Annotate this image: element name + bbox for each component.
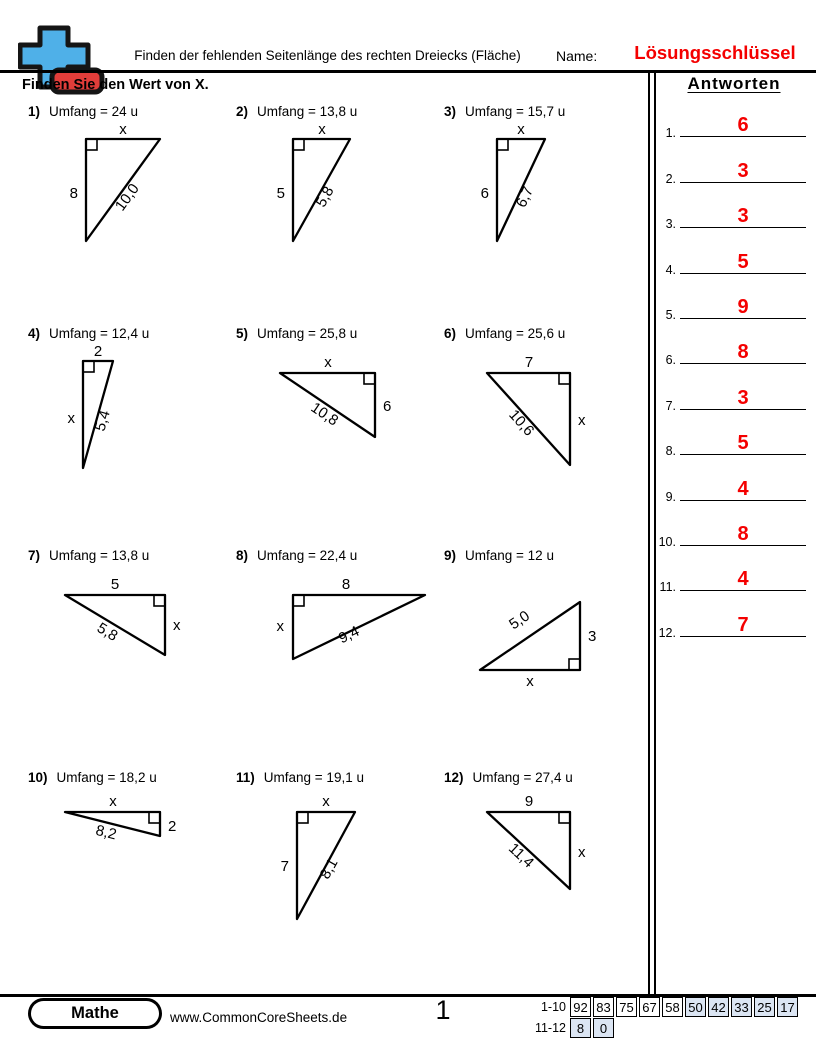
answer-number: 8. bbox=[665, 444, 676, 459]
problem-6 bbox=[444, 322, 648, 544]
hypotenuse-label: 6,7 bbox=[512, 184, 538, 211]
right-angle-marker bbox=[559, 812, 570, 823]
hypotenuse-label: 10,0 bbox=[111, 180, 143, 215]
right-angle-marker bbox=[569, 659, 580, 670]
side-label-left: x bbox=[67, 410, 75, 427]
problem-statement: Umfang = 13,8 u bbox=[49, 548, 150, 563]
side-label-right: x bbox=[578, 412, 586, 429]
problem-number: 12) bbox=[444, 770, 464, 785]
score-row bbox=[528, 1018, 798, 1038]
problem-statement: Umfang = 18,2 u bbox=[56, 770, 157, 785]
side-label-left: 5 bbox=[276, 185, 285, 202]
problem-11 bbox=[236, 766, 444, 988]
answer-blank-line bbox=[680, 615, 806, 637]
header-divider bbox=[0, 70, 816, 73]
problem-8 bbox=[236, 544, 444, 766]
triangle-shape bbox=[480, 602, 580, 670]
problem-number: 8) bbox=[236, 548, 249, 563]
problem-statement: Umfang = 25,8 u bbox=[257, 326, 358, 341]
subject-badge-label: Mathe bbox=[31, 1001, 159, 1026]
answer-number: 5. bbox=[665, 307, 676, 322]
right-angle-marker bbox=[154, 595, 165, 606]
score-cell: 42 bbox=[708, 997, 729, 1017]
problem-statement: Umfang = 13,8 u bbox=[257, 104, 358, 119]
website-text: www.CommonCoreSheets.de bbox=[170, 1010, 348, 1025]
answer-blank-line bbox=[680, 115, 806, 137]
problem-statement: Umfang = 12 u bbox=[465, 548, 554, 563]
right-triangle-figure bbox=[28, 789, 228, 939]
problem-1 bbox=[28, 100, 236, 322]
hypotenuse-label: 9,4 bbox=[335, 622, 363, 648]
hypotenuse-label: 11,4 bbox=[504, 839, 538, 872]
score-cell: 50 bbox=[685, 997, 706, 1017]
right-triangle-figure bbox=[236, 567, 436, 717]
problem-statement: Umfang = 27,4 u bbox=[472, 770, 573, 785]
answer-item bbox=[652, 236, 816, 281]
answer-item bbox=[652, 554, 816, 599]
answer-item bbox=[652, 282, 816, 327]
right-triangle-figure bbox=[28, 123, 228, 273]
answer-blank-line bbox=[680, 297, 806, 319]
answer-item bbox=[652, 100, 816, 145]
right-angle-marker bbox=[293, 595, 304, 606]
side-label-left: x bbox=[276, 618, 284, 635]
instruction-text: Finden Sie den Wert von X. bbox=[22, 77, 209, 93]
score-row bbox=[528, 997, 798, 1017]
problem-5 bbox=[236, 322, 444, 544]
score-cell: 17 bbox=[777, 997, 798, 1017]
side-label-left: 6 bbox=[480, 185, 489, 202]
triangle-shape bbox=[65, 595, 165, 655]
hypotenuse-label: 10,8 bbox=[307, 399, 342, 430]
answer-item bbox=[652, 509, 816, 554]
side-label-right: 6 bbox=[383, 398, 392, 415]
right-angle-marker bbox=[364, 373, 375, 384]
page-number: 1 bbox=[435, 995, 451, 1025]
score-cell: 8 bbox=[570, 1018, 591, 1038]
answer-value: 5 bbox=[737, 432, 749, 455]
problem-number: 3) bbox=[444, 104, 457, 119]
problem-number: 4) bbox=[28, 326, 41, 341]
problem-number: 2) bbox=[236, 104, 249, 119]
answer-blank-line bbox=[680, 252, 806, 274]
score-cell: 83 bbox=[593, 997, 614, 1017]
right-angle-marker bbox=[149, 812, 160, 823]
answer-value: 3 bbox=[737, 205, 749, 228]
problem-7 bbox=[28, 544, 236, 766]
answer-item bbox=[652, 327, 816, 372]
answer-blank-line bbox=[680, 433, 806, 455]
answer-blank-line bbox=[680, 388, 806, 410]
answer-number: 1. bbox=[665, 126, 676, 141]
answer-blank-line bbox=[680, 524, 806, 546]
problem-number: 7) bbox=[28, 548, 41, 563]
score-row-label: 11-12 bbox=[534, 1021, 566, 1035]
score-cell: 58 bbox=[662, 997, 683, 1017]
answer-item bbox=[652, 599, 816, 644]
right-triangle-figure bbox=[444, 567, 644, 717]
side-label-top: x bbox=[119, 121, 127, 138]
answer-blank-line bbox=[680, 569, 806, 591]
problem-9 bbox=[444, 544, 648, 766]
answer-number: 11. bbox=[659, 580, 676, 595]
hypotenuse-label: 8,1 bbox=[316, 855, 342, 883]
problem-4 bbox=[28, 322, 236, 544]
side-label-top: x bbox=[322, 793, 330, 810]
problem-statement: Umfang = 12,4 u bbox=[49, 326, 150, 341]
right-angle-marker bbox=[83, 361, 94, 372]
answer-value: 9 bbox=[737, 295, 749, 318]
answer-number: 3. bbox=[665, 217, 676, 232]
right-angle-marker bbox=[297, 812, 308, 823]
side-label-top: 8 bbox=[341, 576, 351, 593]
answer-value: 3 bbox=[737, 386, 749, 409]
answer-blank-line bbox=[680, 479, 806, 501]
answer-value: 8 bbox=[737, 341, 749, 364]
problem-number: 1) bbox=[28, 104, 41, 119]
problem-10 bbox=[28, 766, 236, 988]
score-row-label: 1-10 bbox=[540, 1000, 566, 1014]
side-label-right: x bbox=[173, 617, 181, 634]
side-label-right: 3 bbox=[588, 628, 597, 645]
problem-number: 11) bbox=[236, 770, 255, 785]
worksheet-title: Finden der fehlenden Seitenlänge des rechten Dreiecks (Fläche) bbox=[134, 48, 521, 63]
side-label-top: x bbox=[517, 121, 525, 138]
answer-number: 6. bbox=[665, 353, 676, 368]
answer-blank-line bbox=[680, 342, 806, 364]
right-triangle-figure bbox=[236, 789, 436, 939]
problem-2 bbox=[236, 100, 444, 322]
right-angle-marker bbox=[497, 139, 508, 150]
side-label-left: 8 bbox=[69, 185, 78, 202]
answer-number: 7. bbox=[665, 398, 676, 413]
problem-statement: Umfang = 19,1 u bbox=[263, 770, 364, 785]
problem-number: 10) bbox=[28, 770, 48, 785]
side-label-top: x bbox=[318, 121, 326, 138]
answers-panel bbox=[652, 74, 816, 645]
score-cell: 92 bbox=[570, 997, 591, 1017]
answer-value: 4 bbox=[737, 477, 749, 500]
score-cell: 75 bbox=[616, 997, 637, 1017]
hypotenuse-label: 10,6 bbox=[505, 406, 538, 440]
right-angle-marker bbox=[559, 373, 570, 384]
answer-number: 4. bbox=[665, 262, 676, 277]
side-label-top: 9 bbox=[524, 793, 534, 810]
problem-number: 9) bbox=[444, 548, 457, 563]
hypotenuse-label: 5,8 bbox=[93, 619, 121, 645]
answer-item bbox=[652, 191, 816, 236]
answer-value: 4 bbox=[737, 568, 749, 591]
right-angle-marker bbox=[86, 139, 97, 150]
right-triangle-figure bbox=[444, 123, 644, 273]
right-angle-marker bbox=[293, 139, 304, 150]
side-label-bottom: x bbox=[526, 673, 534, 690]
problem-3 bbox=[444, 100, 648, 322]
answer-value: 5 bbox=[737, 250, 749, 273]
problems-grid bbox=[28, 100, 648, 988]
problem-statement: Umfang = 24 u bbox=[49, 104, 138, 119]
right-triangle-figure bbox=[28, 345, 228, 495]
answer-item bbox=[652, 145, 816, 190]
problem-statement: Umfang = 22,4 u bbox=[257, 548, 358, 563]
subject-badge bbox=[28, 998, 162, 1029]
answer-number: 12. bbox=[658, 625, 676, 640]
answer-value: 7 bbox=[737, 613, 749, 636]
triangle-shape bbox=[293, 595, 425, 659]
right-triangle-figure bbox=[236, 345, 436, 495]
side-label-top: x bbox=[324, 354, 332, 371]
side-label-top: 5 bbox=[110, 576, 120, 593]
answers-list bbox=[652, 100, 816, 645]
hypotenuse-label: 5,0 bbox=[506, 607, 533, 634]
answer-number: 2. bbox=[665, 171, 676, 186]
answer-value: 3 bbox=[737, 159, 749, 182]
score-cell: 33 bbox=[731, 997, 752, 1017]
right-triangle-figure bbox=[444, 789, 644, 939]
right-triangle-figure bbox=[236, 123, 436, 273]
answers-title: Antworten bbox=[687, 74, 781, 93]
name-label: Name: bbox=[556, 48, 598, 64]
answer-item bbox=[652, 372, 816, 417]
problem-statement: Umfang = 25,6 u bbox=[465, 326, 566, 341]
problem-number: 6) bbox=[444, 326, 457, 341]
side-label-right: 2 bbox=[168, 818, 177, 835]
problem-statement: Umfang = 15,7 u bbox=[465, 104, 566, 119]
answer-item bbox=[652, 418, 816, 463]
score-cell: 25 bbox=[754, 997, 775, 1017]
hypotenuse-label: 5,8 bbox=[312, 183, 338, 211]
answer-blank-line bbox=[680, 206, 806, 228]
answer-item bbox=[652, 463, 816, 508]
problem-12 bbox=[444, 766, 648, 988]
right-triangle-figure bbox=[444, 345, 644, 495]
problem-number: 5) bbox=[236, 326, 249, 341]
score-cell: 67 bbox=[639, 997, 660, 1017]
hypotenuse-label: 8,2 bbox=[93, 821, 119, 844]
side-label-top: x bbox=[109, 793, 117, 810]
score-table bbox=[528, 997, 798, 1039]
answer-value: 6 bbox=[737, 114, 749, 137]
side-label-top: 2 bbox=[93, 343, 103, 360]
answer-value: 8 bbox=[737, 522, 749, 545]
side-label-top: 7 bbox=[524, 354, 534, 371]
answer-key-label: Lösungsschlüssel bbox=[634, 42, 796, 63]
answer-number: 10. bbox=[658, 534, 676, 549]
score-cell: 0 bbox=[593, 1018, 614, 1038]
hypotenuse-label: 5,4 bbox=[91, 408, 114, 434]
right-triangle-figure bbox=[28, 567, 228, 717]
side-label-left: 7 bbox=[280, 858, 289, 875]
answer-blank-line bbox=[680, 161, 806, 183]
answer-number: 9. bbox=[665, 489, 676, 504]
side-label-right: x bbox=[578, 844, 586, 861]
